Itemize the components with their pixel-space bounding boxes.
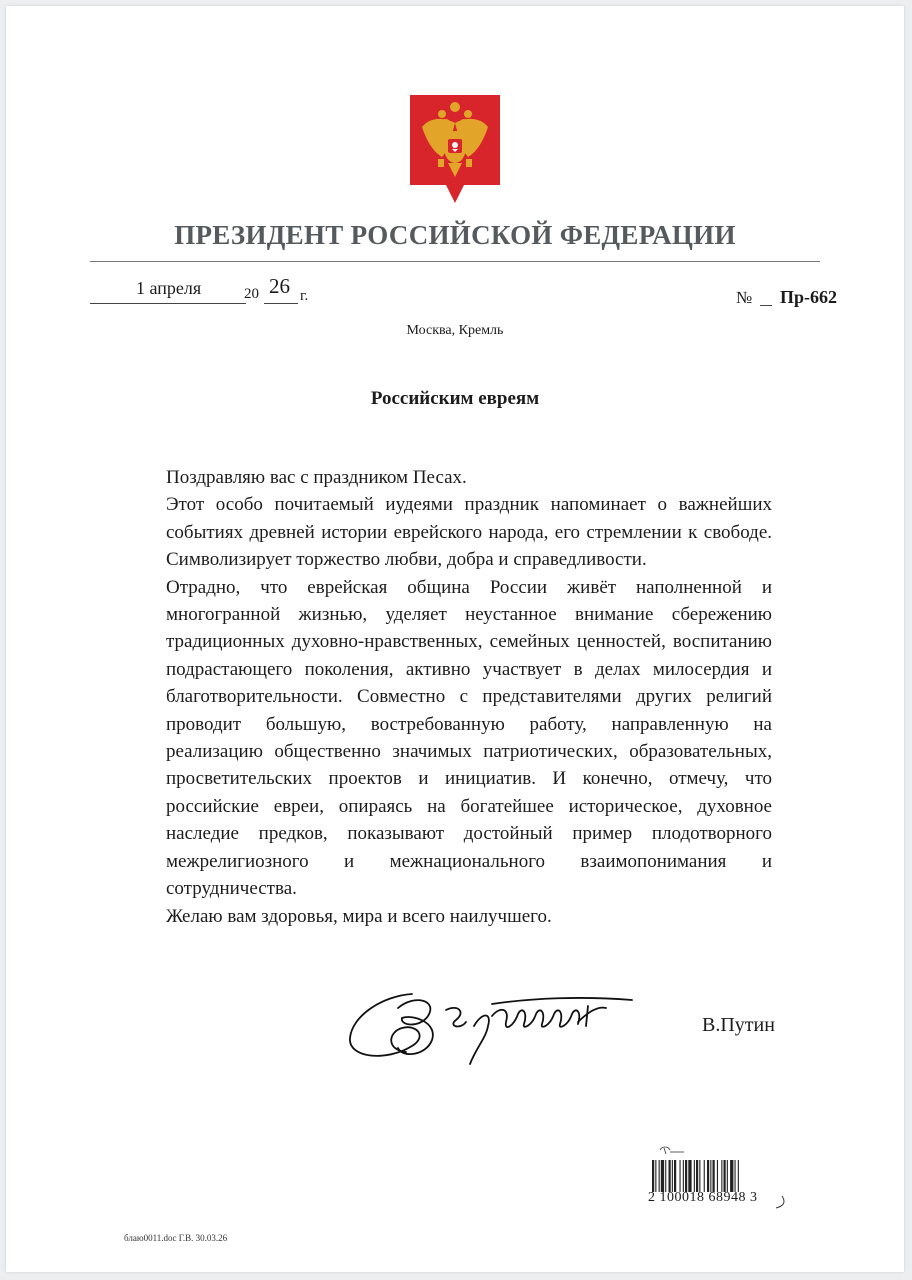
letter-body — [166, 464, 772, 930]
barcode-bar — [674, 1160, 676, 1192]
barcode-bar — [694, 1160, 695, 1192]
barcode-hook — [776, 1196, 784, 1208]
document-number: Пр-662 — [780, 287, 838, 307]
date-day-month: 1 апреля — [136, 278, 202, 298]
barcode-bar — [717, 1160, 718, 1192]
barcode-bar — [738, 1160, 739, 1192]
footer-file-info: блаю0011.doc Г.В. 30.03.26 — [124, 1233, 228, 1243]
barcode-bar — [669, 1160, 671, 1192]
barcode-bar — [652, 1160, 654, 1192]
barcode-bar — [730, 1160, 733, 1192]
barcode-bar — [704, 1160, 705, 1192]
barcode-bar — [685, 1160, 687, 1192]
barcode — [644, 1138, 804, 1222]
number-label: № — [736, 288, 753, 307]
document-page — [6, 6, 904, 1272]
barcode-bar — [710, 1160, 711, 1192]
barcode-bar — [661, 1160, 664, 1192]
barcode-bar — [724, 1160, 726, 1192]
page-title: ПРЕЗИДЕНТ РОССИЙСКОЙ ФЕДЕРАЦИИ — [174, 220, 736, 250]
addressee: Российским евреям — [370, 388, 540, 409]
date-century: 20 — [244, 286, 259, 302]
barcode-bars — [652, 1160, 739, 1192]
number-underline — [760, 305, 772, 306]
barcode-bar — [659, 1160, 660, 1192]
date-suffix: г. — [300, 288, 309, 304]
paragraph: Поздравляю вас с праздником Песах. — [166, 467, 467, 488]
barcode-mark — [660, 1147, 684, 1154]
date-year: 26 — [269, 274, 290, 298]
barcode-bar — [696, 1160, 698, 1192]
barcode-bar — [672, 1160, 673, 1192]
header-divider — [90, 261, 820, 262]
barcode-bar — [727, 1160, 728, 1192]
barcode-bar — [699, 1160, 700, 1192]
date-underline — [90, 303, 246, 304]
barcode-bar — [665, 1160, 666, 1192]
coat-of-arms-icon — [408, 93, 502, 205]
barcode-bar — [688, 1160, 691, 1192]
barcode-bar — [683, 1160, 684, 1192]
barcode-bar — [707, 1160, 709, 1192]
paragraph: Отрадно, что еврейская община России живёт наполненной и многогранной жизнью, уделяет неустанное внимание сбережению традиционных духовно-нравственных, семейных ценностей, воспитанию подрастающего поколения, активно участвует в делах милосердия и благотворительности. Совместно с представителями других религий проводит большую, востребованную работу, направленную на реализацию общественно значимых патриотических, образовательных, просветительских проектов и инициатив. И конечно, отмечу, что российские евреи, опираясь на богатейшее историческое, духовное наследие предков, показывают достойный пример плодотворного межрелигиозного и межнационального взаимопонимания и сотрудничества. — [166, 576, 772, 900]
barcode-bar — [721, 1160, 722, 1192]
place: Москва, Кремль — [406, 323, 504, 338]
paragraph: Этот особо почитаемый иудеями праздник напоминает о важнейших событиях древней истории еврейского народа, его стремлении к свободе. Символизирует торжество любви, добра и справедливости. — [166, 494, 772, 571]
paragraph: Желаю вам здоровья, мира и всего наилучшего. — [166, 905, 552, 927]
date-year-underline — [264, 303, 298, 304]
signer-name: В.Путин — [702, 1014, 775, 1036]
handwritten-signature — [342, 986, 638, 1068]
barcode-number: 2 100018 68948 3 — [648, 1190, 758, 1205]
barcode-bar — [680, 1160, 681, 1192]
barcode-bar — [713, 1160, 715, 1192]
barcode-bar — [655, 1160, 656, 1192]
barcode-bar — [735, 1160, 736, 1192]
